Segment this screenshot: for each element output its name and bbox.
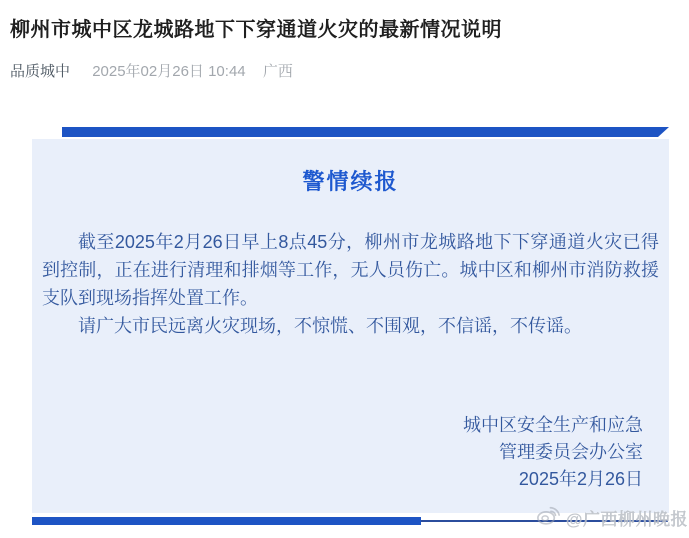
watermark-text: @广西柳州晚报 — [565, 509, 688, 529]
notice-heading: 警情续报 — [302, 169, 399, 194]
post-meta — [10, 62, 293, 82]
weibo-icon — [535, 501, 562, 533]
notice-signature — [32, 412, 669, 493]
notice-body — [32, 228, 669, 340]
notice-paragraph: 请广大市民远离火灾现场，不惊慌、不围观，不信谣，不传谣。 — [78, 316, 582, 336]
notice-paragraph: 截至2025年2月26日早上8点45分，柳州市龙城路地下下穿通道火灾已得到控制，正在进行清理和排烟等工作，无人员伤亡。城中区和柳州市消防救援支队到现场指挥处置工作。 — [42, 232, 659, 308]
signature-date: 2025年2月26日 — [518, 469, 643, 489]
post-datetime: 2025年02月26日 10:44 — [92, 63, 246, 80]
notice-card — [32, 139, 669, 513]
notice-top-accent-bar — [62, 127, 669, 137]
notice-bottom-accent-bar — [32, 517, 421, 525]
source-account-link[interactable]: 品质城中 — [10, 63, 71, 80]
signature-line: 城中区安全生产和应急 — [463, 415, 643, 435]
post-title: 柳州市城中区龙城路地下下穿通道火灾的最新情况说明 — [10, 19, 502, 41]
post-region: 广西 — [262, 63, 293, 80]
signature-line: 管理委员会办公室 — [499, 442, 643, 462]
watermark — [535, 501, 688, 533]
